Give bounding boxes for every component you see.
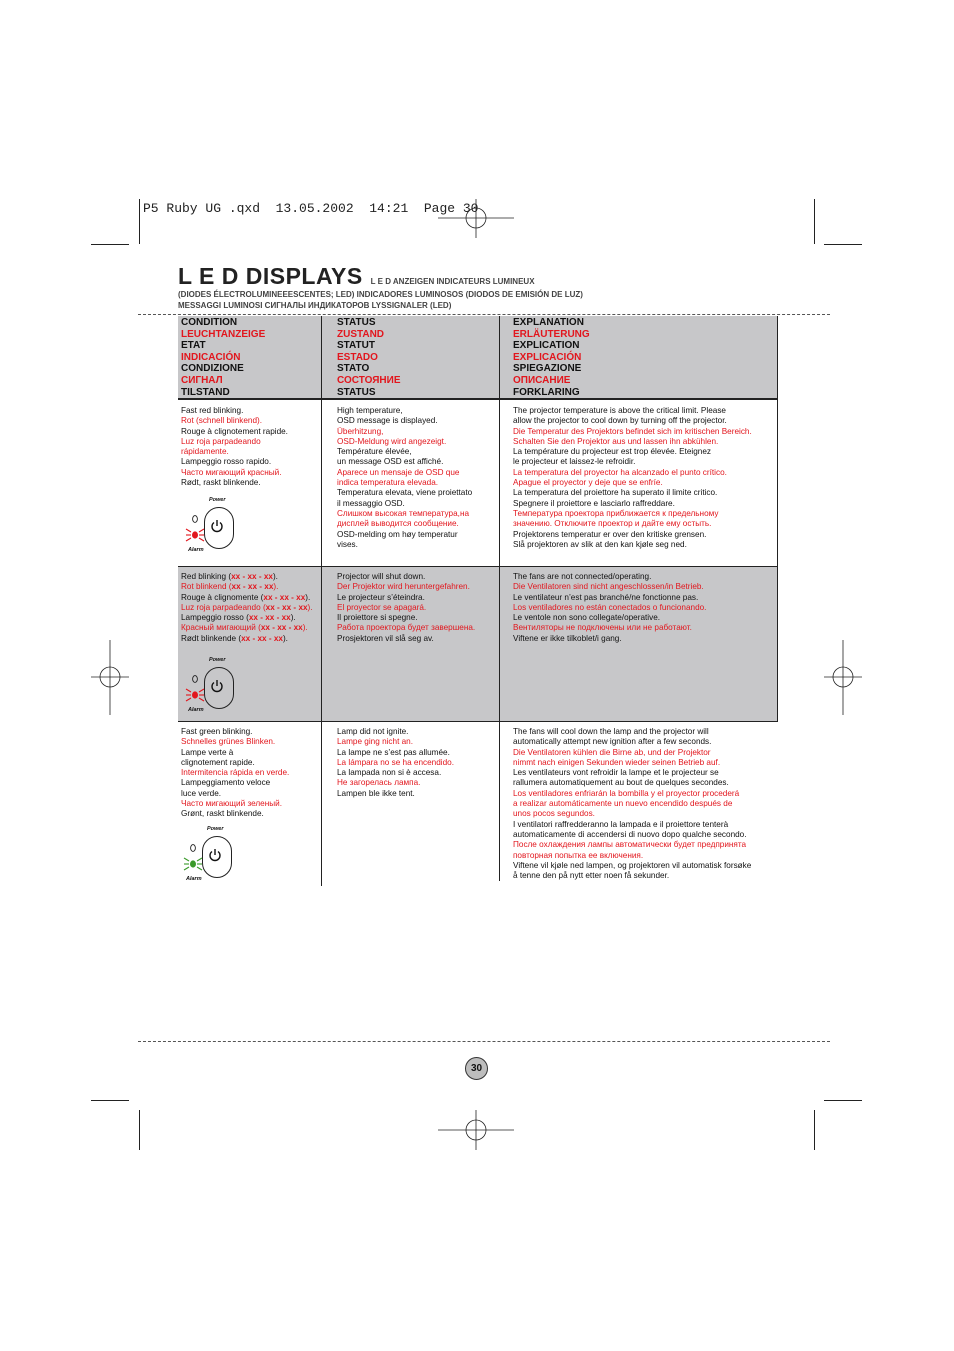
text-line: unos pocos segundos.: [513, 809, 595, 819]
column-divider: [321, 316, 322, 886]
text-line: TILSTAND: [181, 386, 230, 398]
row3-condition: [181, 727, 289, 820]
text-line: luce verde.: [181, 788, 222, 798]
header-rule: [178, 398, 778, 400]
text-line: СИГНАЛ: [181, 374, 223, 386]
text-line: Aparece un mensaje de OSD que: [337, 467, 460, 477]
power-button-outline: [202, 836, 232, 878]
text-line: Rødt blinkende (xx - xx - xx).: [181, 633, 288, 643]
text-line: Prosjektoren vil slå seg av.: [337, 633, 434, 643]
header-background: [178, 316, 778, 398]
text-line: STATUS: [337, 317, 376, 328]
power-label: Power: [209, 497, 226, 503]
text-line: un message OSD est affiché.: [337, 457, 444, 467]
text-line: I ventilatori raffredderanno la lampada e il proiettore tenterà: [513, 819, 729, 829]
title-sub3: MESSAGGI LUMINOSI СИГНАЛЫ ИНДИКАТОРОВ LYSSIGNALER (LED): [178, 301, 452, 310]
power-label: Power: [207, 826, 224, 832]
header-condition: [181, 317, 265, 398]
column-divider: [777, 316, 778, 722]
text-line: å tenne den på nytt etter noen få sekunder.: [513, 871, 670, 881]
text-line: Работа проектора будет завершена.: [337, 623, 476, 633]
led-indicator-red: [184, 497, 274, 571]
title-sub2: (DIODES ÉLECTROLUMINEEESCENTES; LED) INDICADORES LUMINOSOS (DIODOS DE EMISIÓN DE LUZ): [178, 290, 583, 299]
text-line: значению. Отключите проектор и дайте ему остыть.: [513, 519, 712, 529]
page-title: [178, 263, 535, 290]
text-line: Rot blinkend (xx - xx - xx).: [181, 582, 279, 592]
text-line: Lampen ble ikke tent.: [337, 788, 415, 798]
text-line: CONDITION: [181, 317, 238, 328]
title-sub1: L E D ANZEIGEN INDICATEURS LUMINEUX: [370, 277, 535, 286]
text-line: Rouge à clignomente (xx - xx - xx).: [181, 592, 311, 602]
text-line: повторная попытка ее включения.: [513, 850, 644, 860]
text-line: La lampe ne s’est pas allumée.: [337, 747, 450, 757]
text-line: rallumera automatiquement au bout de quelques secondes.: [513, 778, 729, 788]
text-line: Le ventole non sono collegate/operative.: [513, 613, 661, 623]
text-line: FORKLARING: [513, 386, 580, 398]
row1-status: [337, 406, 472, 550]
text-line: El proyector se apagará.: [337, 602, 427, 612]
text-line: OSD-Meldung wird angezeigt.: [337, 436, 447, 446]
text-line: Lampe verte à: [181, 747, 234, 757]
text-line: Lampeggiamento veloce: [181, 778, 271, 788]
text-line: STATO: [337, 363, 370, 375]
text-line: Der Projektor wird heruntergefahren.: [337, 582, 470, 592]
text-line: Viftene er ikke tilkoblet/i gang.: [513, 633, 622, 643]
row3-explanation: [513, 727, 751, 881]
text-line: Projektorens temperatur er over den kritiske grensen.: [513, 529, 707, 539]
text-line: Часто мигающий красный.: [181, 467, 282, 477]
text-line: Intermitencia rápida en verde.: [181, 768, 290, 778]
text-line: vises.: [337, 539, 358, 549]
row1-explanation: [513, 406, 752, 550]
text-line: Red blinking (xx - xx - xx).: [181, 572, 278, 581]
text-line: La temperatura del proyector ha alcanzado el punto crítico.: [513, 467, 727, 477]
text-line: La lámpara no se ha encendido.: [337, 757, 454, 767]
text-line: Fast red blinking.: [181, 406, 244, 415]
header-status: [337, 317, 401, 398]
text-line: Rouge à clignotement rapide.: [181, 426, 288, 436]
text-line: Luz roja parpadeando: [181, 436, 261, 446]
text-line: STATUT: [337, 340, 375, 352]
text-line: Lampeggio rosso (xx - xx - xx).: [181, 613, 296, 623]
text-line: il messaggio OSD.: [337, 498, 405, 508]
text-line: Überhitzung,: [337, 426, 384, 436]
row3-status: [337, 727, 454, 799]
blink-code: xx - xx - xx: [241, 633, 283, 643]
text-line: Viftene vil kjøle ned lampen, og projektoren vil automatisk forsøke: [513, 860, 752, 870]
text-line: Lamp did not ignite.: [337, 727, 409, 736]
blink-code: xx - xx - xx: [260, 623, 303, 633]
text-line: LEUCHTANZEIGE: [181, 328, 266, 340]
text-line: Los ventiladores enfriarán la bombilla y el proyector procederá: [513, 788, 740, 798]
row2-status: [337, 572, 475, 644]
dashed-divider-bottom: [138, 1041, 830, 1042]
text-line: Projector will shut down.: [337, 572, 426, 581]
text-line: automatically attempt new ignition after a few seconds.: [513, 737, 712, 747]
column-divider: [499, 316, 500, 881]
text-line: После охлаждения лампы автоматически будет предпринята: [513, 840, 747, 850]
row2-condition: [181, 572, 313, 644]
alarm-label: Alarm: [186, 876, 202, 882]
text-line: Die Ventilatoren kühlen die Birne ab, und der Projektor: [513, 747, 711, 757]
text-line: Grønt, raskt blinkende.: [181, 809, 264, 819]
text-line: rápidamente.: [181, 447, 229, 457]
text-line: ОПИСАНИЕ: [513, 374, 571, 386]
text-line: ESTADO: [337, 351, 378, 363]
text-line: La temperatura del proiettore ha superato il limite critico.: [513, 488, 718, 498]
text-line: clignotement rapide.: [181, 757, 255, 767]
text-line: OSD-melding om høy temperatur: [337, 529, 458, 539]
text-line: СОСТОЯНИЕ: [337, 374, 401, 386]
text-line: Die Ventilatoren sind nicht angeschlossen/in Betrieb.: [513, 582, 704, 592]
text-line: Lampe ging nicht an.: [337, 737, 414, 747]
text-line: allow the projector to cool down by turning off the projector.: [513, 416, 727, 426]
text-line: The fans are not connected/operating.: [513, 572, 652, 581]
text-line: дисплей выводится сообщение.: [337, 519, 459, 529]
page-number: 30: [465, 1057, 488, 1080]
text-line: automaticamente di accendersi di nuovo dopo qualche secondo.: [513, 829, 747, 839]
row1-condition: [181, 406, 288, 488]
header-explanation: [513, 317, 590, 398]
text-line: SPIEGAZIONE: [513, 363, 582, 375]
text-line: Il proiettore si spegne.: [337, 613, 418, 623]
blink-code: xx - xx - xx: [263, 592, 306, 602]
power-icon: [209, 678, 225, 694]
text-line: Le ventilateur n’est pas branché/ne fonctionne pas.: [513, 592, 699, 602]
text-line: Luz roja parpadeando (xx - xx - xx).: [181, 602, 313, 612]
blink-code: xx - xx - xx: [231, 582, 274, 592]
text-line: Spegnere il proiettore e lasciarlo raffreddare.: [513, 498, 675, 508]
text-line: Die Temperatur des Projektors befindet sich im kritischen Bereich.: [513, 426, 752, 436]
text-line: nimmt nach einigen Sekunden wieder seinen Betrieb auf.: [513, 757, 721, 767]
blink-code: xx - xx - xx: [248, 613, 291, 623]
text-line: Lampeggio rosso rapido.: [181, 457, 272, 467]
power-label: Power: [209, 657, 226, 663]
title-main: L E D DISPLAYS: [178, 263, 363, 289]
text-line: Температура проектора приближается к предельному: [513, 508, 719, 518]
text-line: Rot (schnell blinkend).: [181, 416, 263, 426]
text-line: Los ventiladores no están conectados o funcionando.: [513, 602, 707, 612]
row2-explanation: [513, 572, 706, 644]
blinking-led-icon: [184, 511, 206, 543]
text-line: The fans will cool down the lamp and the projector will: [513, 727, 709, 736]
file-slug: P5 Ruby UG .qxd 13.05.2002 14:21 Page 30: [143, 201, 479, 216]
text-line: OSD message is displayed.: [337, 416, 438, 426]
text-line: STATUS: [337, 386, 376, 398]
text-line: Température élevée,: [337, 447, 412, 457]
led-indicator-red: [184, 657, 274, 731]
text-line: ERLÄUTERUNG: [513, 328, 590, 340]
power-icon: [209, 518, 225, 534]
text-line: The projector temperature is above the critical limit. Please: [513, 406, 726, 415]
text-line: Schalten Sie den Projektor aus und lassen ihn abkühlen.: [513, 436, 719, 446]
text-line: ETAT: [181, 340, 206, 352]
text-line: CONDIZIONE: [181, 363, 244, 375]
text-line: indica temperatura elevada.: [337, 478, 439, 488]
text-line: La température du projecteur est trop élevée. Eteignez: [513, 447, 711, 457]
text-line: Temperatura elevata, viene proiettato: [337, 488, 473, 498]
text-line: Rødt, raskt blinkende.: [181, 478, 261, 488]
blink-code: xx - xx - xx: [265, 602, 308, 612]
alarm-label: Alarm: [188, 547, 204, 553]
text-line: Слишком высокая температура,на: [337, 508, 470, 518]
text-line: le projecteur et laissez-le refroidir.: [513, 457, 636, 467]
blinking-led-icon: [182, 840, 204, 872]
text-line: Вентиляторы не подключены или не работают.: [513, 623, 692, 633]
text-line: Le projecteur s’éteindra.: [337, 592, 425, 602]
power-button-outline: [204, 507, 234, 549]
text-line: Fast green blinking.: [181, 727, 253, 736]
text-line: Часто мигающий зеленый.: [181, 799, 282, 809]
text-line: Apague el proyector y deje que se enfríe.: [513, 478, 663, 488]
text-line: Schnelles grünes Blinken.: [181, 737, 276, 747]
text-line: Не загорелась лампа.: [337, 778, 421, 788]
text-line: Красный мигающий (xx - xx - xx).: [181, 623, 308, 633]
blink-code: xx - xx - xx: [231, 572, 273, 581]
text-line: EXPLICATION: [513, 340, 580, 352]
text-line: EXPLICACIÓN: [513, 351, 582, 363]
dashed-divider-top: [138, 314, 830, 315]
text-line: Les ventilateurs vont refroidir la lampe et le projecteur se: [513, 768, 719, 778]
text-line: La lampada non si è accesa.: [337, 768, 442, 778]
power-button-outline: [204, 667, 234, 709]
text-line: INDICACIÓN: [181, 351, 241, 363]
alarm-label: Alarm: [188, 707, 204, 713]
text-line: ZUSTAND: [337, 328, 385, 340]
led-indicator-green: [182, 826, 272, 900]
text-line: High temperature,: [337, 406, 403, 415]
text-line: EXPLANATION: [513, 317, 584, 328]
blinking-led-icon: [184, 671, 206, 703]
power-icon: [207, 847, 223, 863]
text-line: Slå projektoren av slik at den kan kjøle seg ned.: [513, 539, 687, 549]
text-line: a realizar automáticamente un nuevo encendido después de: [513, 799, 733, 809]
